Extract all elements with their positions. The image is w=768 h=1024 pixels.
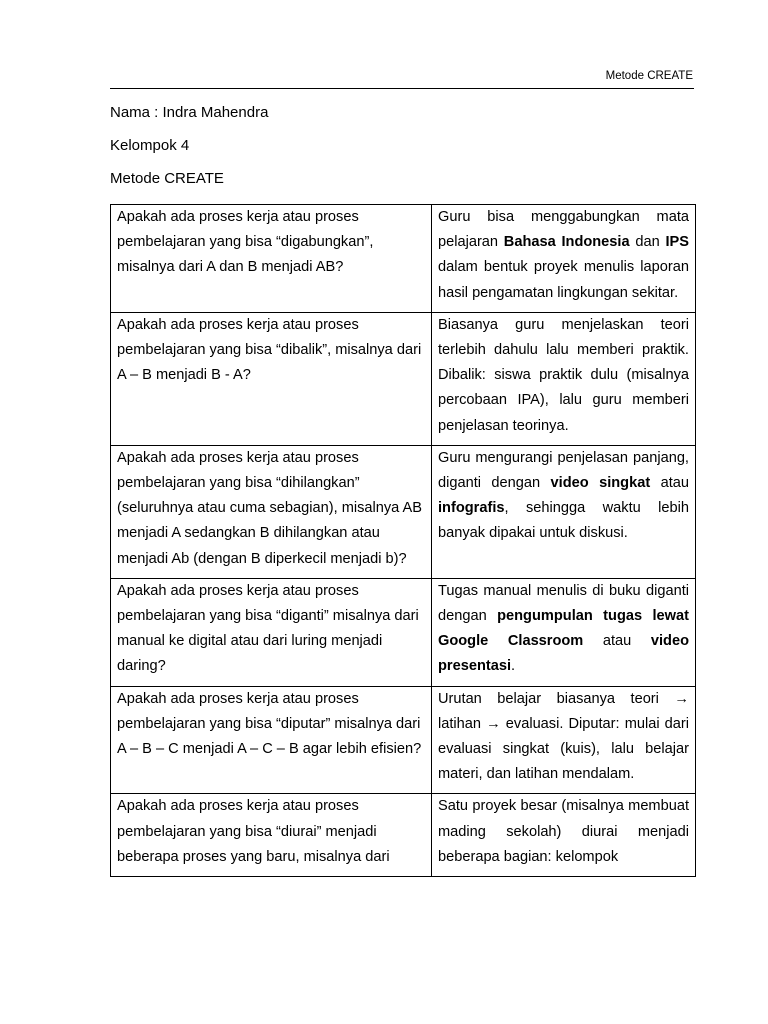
answer-text: Satu proyek besar (misalnya membuat mading sekolah) diurai menjadi beberapa bagian: kelompok: [438, 798, 689, 865]
answer-cell: [432, 794, 696, 877]
table-row: [111, 205, 696, 313]
page-header-title: Metode CREATE: [605, 70, 693, 82]
question-cell: Apakah ada proses kerja atau proses pembelajaran yang bisa “digabungkan”, misalnya dari A dan B menjadi AB?: [111, 205, 432, 313]
answer-text: Biasanya guru menjelaskan teori terlebih dahulu lalu memberi praktik. Dibalik: siswa praktik dulu (misalnya percobaan IPA), lalu guru memberi penjelasan teorinya.: [438, 316, 689, 434]
answer-cell: [432, 686, 696, 794]
table-row: [111, 578, 696, 686]
table-row: [111, 312, 696, 445]
answer-bold-text: pengumpulan tugas lewat Google Classroom: [438, 608, 689, 650]
method-label: Metode CREATE: [110, 170, 224, 187]
answer-text: dan: [629, 234, 666, 251]
answer-text: atau: [650, 475, 690, 492]
table-row: [111, 445, 696, 578]
answer-cell: [432, 312, 696, 445]
answer-text: , sehingga waktu lebih banyak dipakai untuk diskusi.: [438, 500, 689, 542]
answer-bold-text: infografis: [438, 500, 505, 517]
answer-cell: [432, 445, 696, 578]
answer-bold-text: video presentasi: [438, 633, 690, 675]
question-cell: Apakah ada proses kerja atau proses pembelajaran yang bisa “dibalik”, misalnya dari A – B menjadi B - A?: [111, 312, 432, 445]
answer-cell: [432, 578, 696, 686]
create-method-table: [110, 204, 696, 877]
student-name: Nama : Indra Mahendra: [110, 104, 269, 121]
answer-text: atau: [583, 633, 651, 650]
answer-bold-text: Bahasa Indonesia: [503, 234, 630, 251]
question-cell: Apakah ada proses kerja atau proses pembelajaran yang bisa “dihilangkan” (seluruhnya atau cuma sebagian), misalnya AB menjadi A sedangkan B dihilangkan atau menjadi Ab (dengan B diperkecil menjadi b)?: [111, 445, 432, 578]
answer-text: Guru mengurangi penjelasan panjang, diganti dengan: [438, 449, 689, 492]
answer-text: Tugas manual menulis di buku diganti dengan: [438, 582, 689, 625]
answer-text: dalam bentuk proyek menulis laporan hasil pengamatan lingkungan sekitar.: [438, 259, 689, 301]
question-cell: Apakah ada proses kerja atau proses pembelajaran yang bisa “diputar” misalnya dari A – B – C menjadi A – C – B agar lebih efisien?: [111, 686, 432, 794]
answer-text: Guru bisa menggabungkan mata pelajaran: [438, 209, 689, 251]
group-label: Kelompok 4: [110, 137, 190, 154]
answer-bold-text: video singkat: [550, 475, 651, 492]
answer-bold-text: IPS: [665, 234, 689, 251]
question-cell: Apakah ada proses kerja atau proses pembelajaran yang bisa “diganti” misalnya dari manual ke digital atau dari luring menjadi daring?: [111, 578, 432, 686]
table-row: [111, 794, 696, 877]
answer-text: Urutan belajar biasanya teori → latihan → evaluasi. Diputar: mulai dari evaluasi singkat (kuis), lalu belajar materi, dan latihan mendalam.: [438, 690, 689, 783]
table-row: [111, 686, 696, 794]
question-cell: Apakah ada proses kerja atau proses pembelajaran yang bisa “diurai” menjadi beberapa proses yang baru, misalnya dari: [111, 794, 432, 877]
answer-text: .: [511, 658, 516, 675]
header-rule: [110, 88, 694, 89]
answer-cell: [432, 205, 696, 313]
